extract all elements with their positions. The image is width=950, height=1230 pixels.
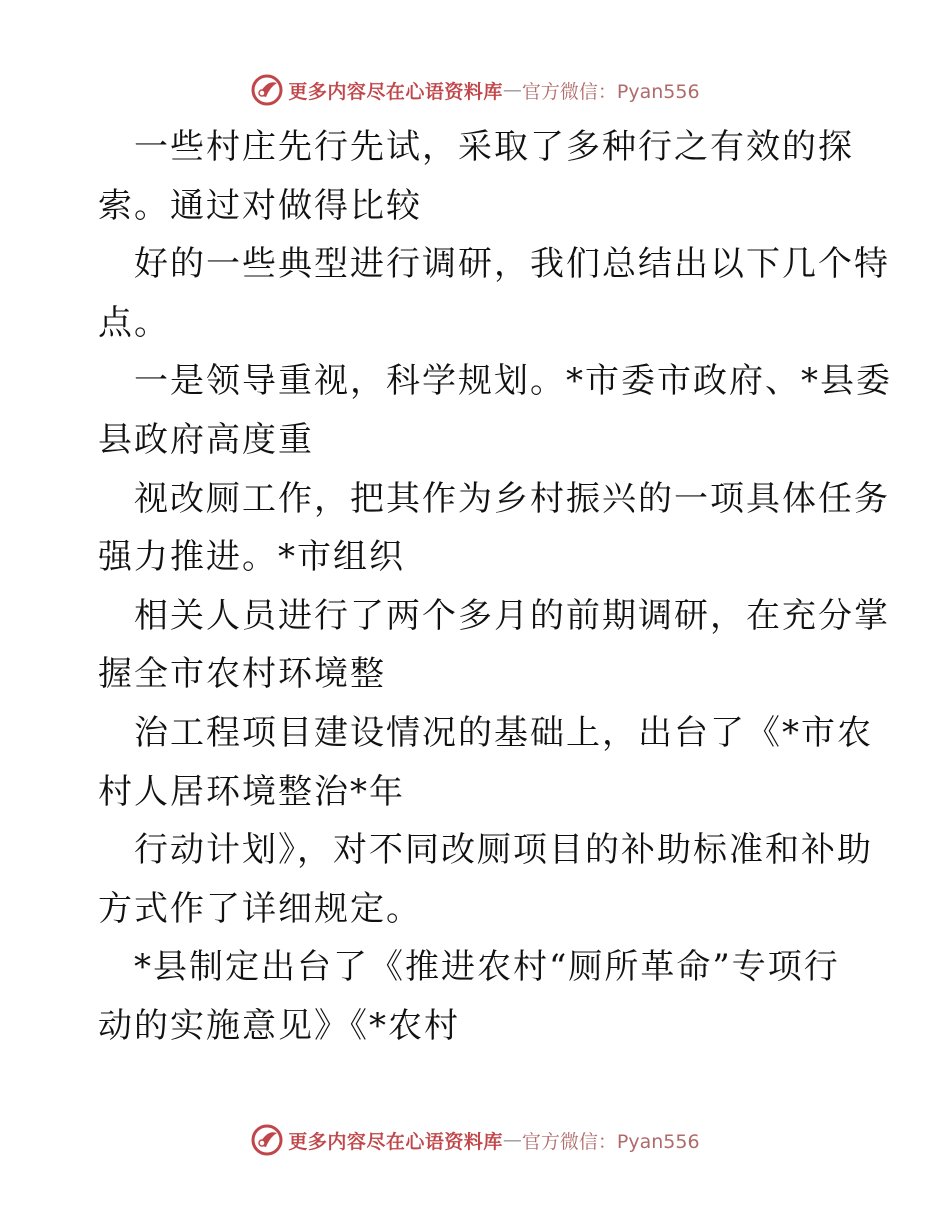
body-line: 相关人员进行了两个多月的前期调研，在充分掌 [134,595,890,636]
body-line: 村人居环境整治*年 [98,771,405,812]
header-separator: — [502,79,522,101]
header-wechat-text: 官方微信：Pyan556 [521,80,700,103]
body-line: 视改厕工作，把其作为乡村振兴的一项具体任务 [134,478,890,519]
brand-logo-icon [250,73,284,107]
body-line: 好的一些典型进行调研，我们总结出以下几个特 [134,244,890,285]
body-line: 握全市农村环境整 [98,654,386,695]
body-line: 索。通过对做得比较 [98,185,422,226]
body-line: 动的实施意见》《*农村 [98,1005,460,1046]
footer-separator: — [502,1129,522,1151]
document-body [98,118,892,1056]
body-line: 方式作了详细规定。 [98,888,422,929]
header-brand-text: 更多内容尽在心语资料库 [288,80,503,103]
body-line: 一是领导重视，科学规划。*市委市政府、*县委 [134,361,892,402]
body-line: 强力推进。*市组织 [98,537,405,578]
body-line: 行动计划》，对不同改厕项目的补助标准和补助 [134,830,873,871]
body-line: 治工程项目建设情况的基础上，出台了《*市农 [134,712,873,753]
footer-brand-text: 更多内容尽在心语资料库 [288,1130,503,1153]
body-line: 一些村庄先行先试，采取了多种行之有效的探 [134,127,854,167]
body-line: *县制定出台了《推进农村“厕所革命”专项行 [134,947,840,988]
footer-wechat-text: 官方微信：Pyan556 [521,1130,700,1153]
header-banner [0,72,950,108]
body-line: 县政府高度重 [98,419,314,460]
footer-banner [0,1122,950,1158]
body-line: 点。 [98,302,170,343]
brand-logo-icon [250,1123,284,1157]
